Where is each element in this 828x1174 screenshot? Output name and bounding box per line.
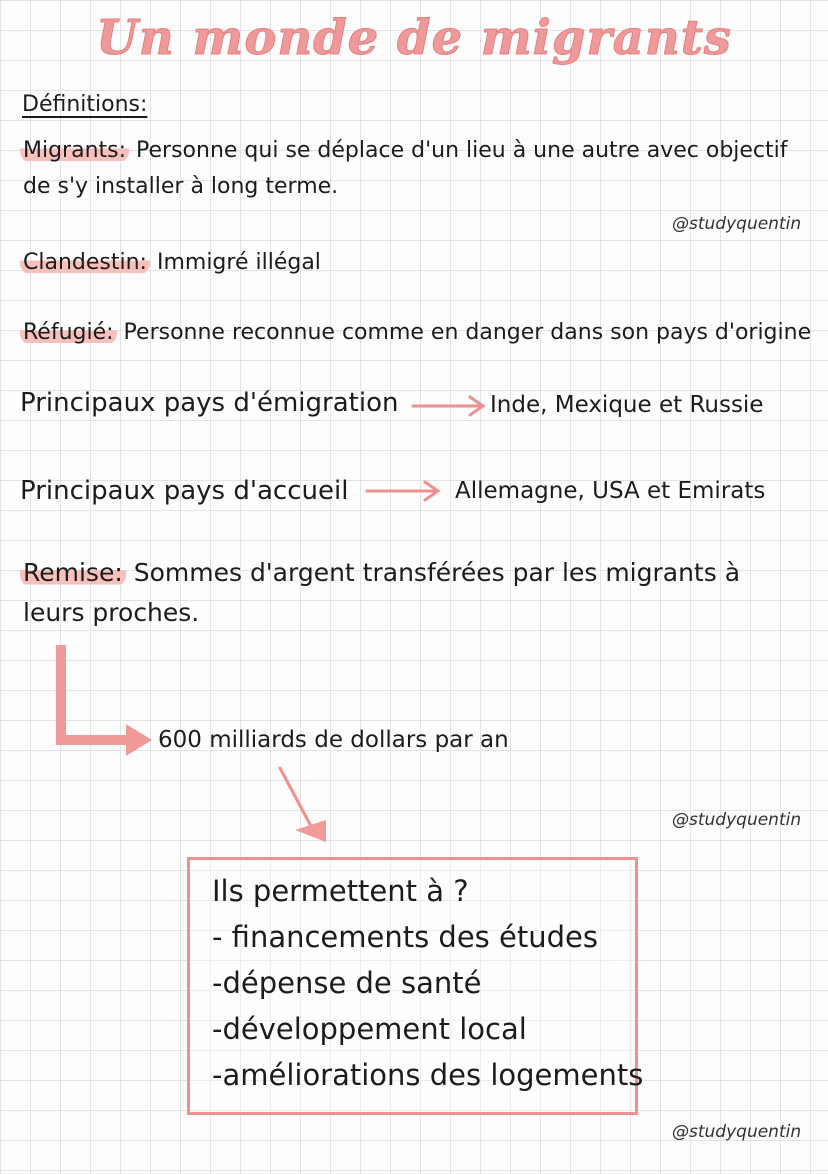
term-remise: Remise:	[20, 558, 126, 587]
emigration-label: Principaux pays d'émigration	[20, 388, 399, 418]
arrow-accueil	[367, 482, 438, 500]
definitions-heading: Définitions:	[22, 92, 148, 117]
arrow-elbow	[61, 645, 128, 740]
emigration-value: Inde, Mexique et Russie	[490, 392, 764, 418]
arrow-diagonal	[280, 768, 313, 830]
accueil-label: Principaux pays d'accueil	[20, 476, 349, 506]
credit-watermark-3: @studyquentin	[672, 1122, 802, 1142]
term-refugie: Réfugié:	[20, 320, 117, 345]
definition-migrants-line2: de s'y installer à long terme.	[23, 174, 339, 199]
accueil-value: Allemagne, USA et Emirats	[455, 478, 766, 504]
credit-watermark-2: @studyquentin	[672, 810, 802, 830]
benefit-item: -améliorations des logements	[212, 1058, 644, 1092]
benefit-item: -développement local	[212, 1012, 527, 1046]
page-title: Un monde de migrants	[96, 10, 732, 66]
term-migrants: Migrants:	[20, 138, 129, 163]
definition-refugie-text: Personne reconnue comme en danger dans son pays d'origine	[123, 320, 812, 345]
remittance-amount: 600 milliards de dollars par an	[158, 727, 509, 753]
benefit-item: - financements des études	[212, 920, 598, 954]
arrow-elbow-head	[126, 724, 152, 756]
benefits-heading: Ils permettent à ?	[212, 874, 469, 908]
definition-migrants-line1: Personne qui se déplace d'un lieu à une autre avec objectif	[136, 138, 788, 163]
benefits-box	[187, 857, 644, 1115]
definition-remise-line2: leurs proches.	[23, 598, 200, 627]
arrow-emigration	[413, 397, 483, 415]
term-clandestin: Clandestin:	[20, 250, 150, 275]
definition-clandestin-text: Immigré illégal	[156, 250, 321, 275]
credit-watermark-1: @studyquentin	[672, 214, 802, 234]
definition-remise-line1: Sommes d'argent transférées par les migrants à	[133, 558, 741, 587]
benefit-item: -dépense de santé	[212, 966, 482, 1000]
